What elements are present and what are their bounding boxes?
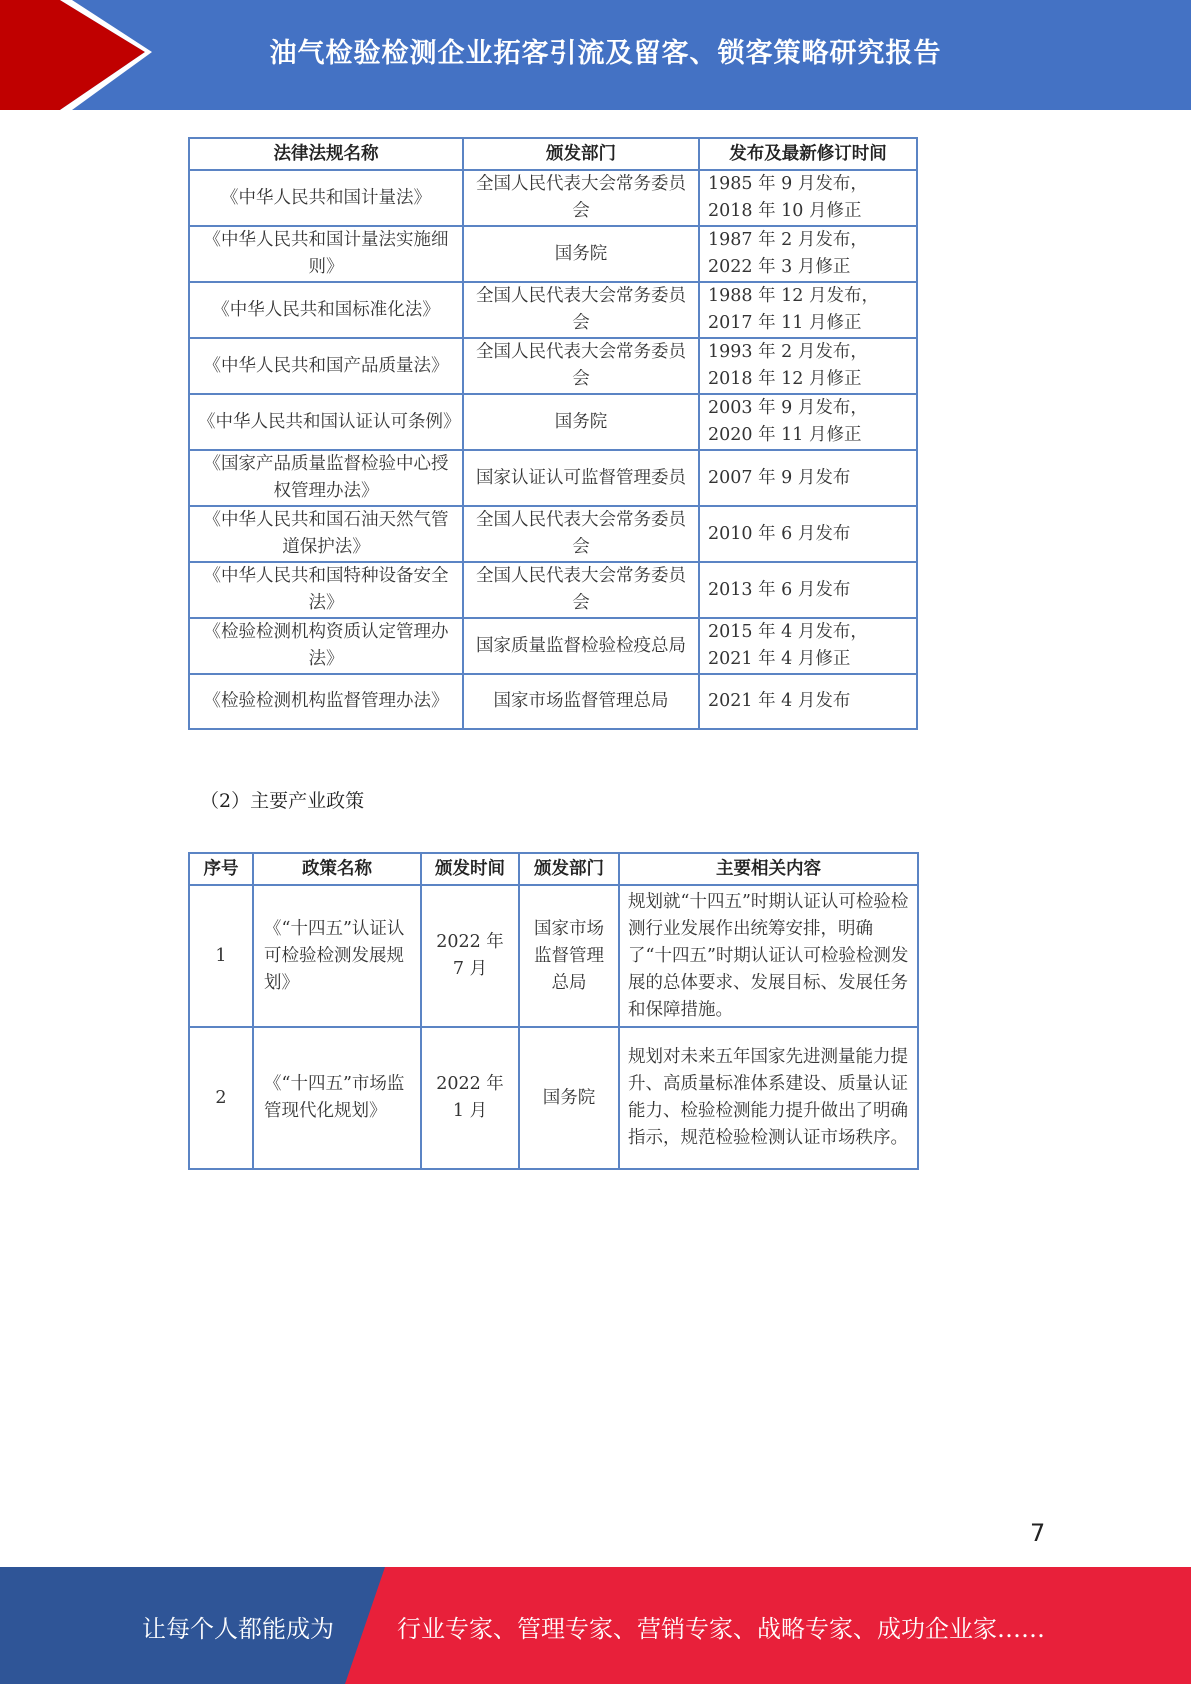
table-header-row xyxy=(189,853,918,885)
policy-content: 规划就“十四五”时期认证认可检验检测行业发展作出统筹安排，明确了“十四五”时期认证认可检验检测发展的总体要求、发展目标、发展任务和保障措施。 xyxy=(619,885,918,1027)
laws-regulations-table xyxy=(188,137,918,730)
law-dept: 国务院 xyxy=(463,226,699,282)
column-header: 主要相关内容 xyxy=(619,853,918,885)
law-time: 1988 年 12 月发布，2017 年 11 月修正 xyxy=(699,282,917,338)
column-header: 颁发时间 xyxy=(421,853,519,885)
industry-policy-table xyxy=(188,852,919,1170)
law-time: 2013 年 6 月发布 xyxy=(699,562,917,618)
table-row xyxy=(189,450,917,506)
law-dept: 全国人民代表大会常务委员会 xyxy=(463,170,699,226)
law-dept: 国家市场监督管理总局 xyxy=(463,674,699,729)
law-dept: 全国人民代表大会常务委员会 xyxy=(463,506,699,562)
law-name: 《中华人民共和国计量法实施细则》 xyxy=(189,226,463,282)
policy-name: 《“十四五”认证认可检验检测发展规划》 xyxy=(253,885,421,1027)
law-time: 2007 年 9 月发布 xyxy=(699,450,917,506)
law-dept: 全国人民代表大会常务委员会 xyxy=(463,562,699,618)
table-row xyxy=(189,170,917,226)
table-row xyxy=(189,338,917,394)
law-time: 1987 年 2 月发布，2022 年 3 月修正 xyxy=(699,226,917,282)
law-time: 1993 年 2 月发布，2018 年 12 月修正 xyxy=(699,338,917,394)
table-row xyxy=(189,562,917,618)
law-name: 《国家产品质量监督检验中心授权管理办法》 xyxy=(189,450,463,506)
law-time: 2003 年 9 月发布，2020 年 11 月修正 xyxy=(699,394,917,450)
policy-name: 《“十四五”市场监管现代化规划》 xyxy=(253,1027,421,1169)
law-time: 2010 年 6 月发布 xyxy=(699,506,917,562)
column-header: 发布及最新修订时间 xyxy=(699,138,917,170)
table-row xyxy=(189,1027,918,1169)
law-dept: 全国人民代表大会常务委员会 xyxy=(463,338,699,394)
law-name: 《检验检测机构监督管理办法》 xyxy=(189,674,463,729)
policy-number: 1 xyxy=(189,885,253,1027)
table-row xyxy=(189,282,917,338)
table-row xyxy=(189,618,917,674)
law-dept: 国家质量监督检验检疫总局 xyxy=(463,618,699,674)
table-row xyxy=(189,674,917,729)
law-dept: 全国人民代表大会常务委员会 xyxy=(463,282,699,338)
law-time: 1985 年 9 月发布，2018 年 10 月修正 xyxy=(699,170,917,226)
policy-content: 规划对未来五年国家先进测量能力提升、高质量标准体系建设、质量认证能力、检验检测能力提升做出了明确指示，规范检验检测认证市场秩序。 xyxy=(619,1027,918,1169)
law-name: 《中华人民共和国标准化法》 xyxy=(189,282,463,338)
policy-number: 2 xyxy=(189,1027,253,1169)
report-title: 油气检验检测企业拓客引流及留客、锁客策略研究报告 xyxy=(269,37,942,69)
table-row xyxy=(189,226,917,282)
page-number: 7 xyxy=(1030,1519,1046,1547)
table-row xyxy=(189,885,918,1027)
policy-dept: 国务院 xyxy=(519,1027,619,1169)
law-name: 《中华人民共和国计量法》 xyxy=(189,170,463,226)
law-time: 2015 年 4 月发布，2021 年 4 月修正 xyxy=(699,618,917,674)
section-heading: （2）主要产业政策 xyxy=(200,790,365,812)
column-header: 颁发部门 xyxy=(463,138,699,170)
law-name: 《检验检测机构资质认定管理办法》 xyxy=(189,618,463,674)
law-dept: 国务院 xyxy=(463,394,699,450)
footer-slogan-right: 行业专家、管理专家、营销专家、战略专家、成功企业家…… xyxy=(397,1615,1045,1643)
table-header-row xyxy=(189,138,917,170)
table-row xyxy=(189,506,917,562)
law-dept: 国家认证认可监督管理委员 xyxy=(463,450,699,506)
footer-slogan-left: 让每个人都能成为 xyxy=(142,1615,334,1643)
policy-dept: 国家市场监督管理总局 xyxy=(519,885,619,1027)
table-row xyxy=(189,394,917,450)
column-header: 法律法规名称 xyxy=(189,138,463,170)
page-header xyxy=(0,0,1191,110)
column-header: 序号 xyxy=(189,853,253,885)
policy-time: 2022 年 1 月 xyxy=(421,1027,519,1169)
law-time: 2021 年 4 月发布 xyxy=(699,674,917,729)
law-name: 《中华人民共和国认证认可条例》 xyxy=(189,394,463,450)
column-header: 颁发部门 xyxy=(519,853,619,885)
law-name: 《中华人民共和国产品质量法》 xyxy=(189,338,463,394)
policy-time: 2022 年 7 月 xyxy=(421,885,519,1027)
column-header: 政策名称 xyxy=(253,853,421,885)
page-footer xyxy=(0,1567,1191,1684)
law-name: 《中华人民共和国特种设备安全法》 xyxy=(189,562,463,618)
law-name: 《中华人民共和国石油天然气管道保护法》 xyxy=(189,506,463,562)
